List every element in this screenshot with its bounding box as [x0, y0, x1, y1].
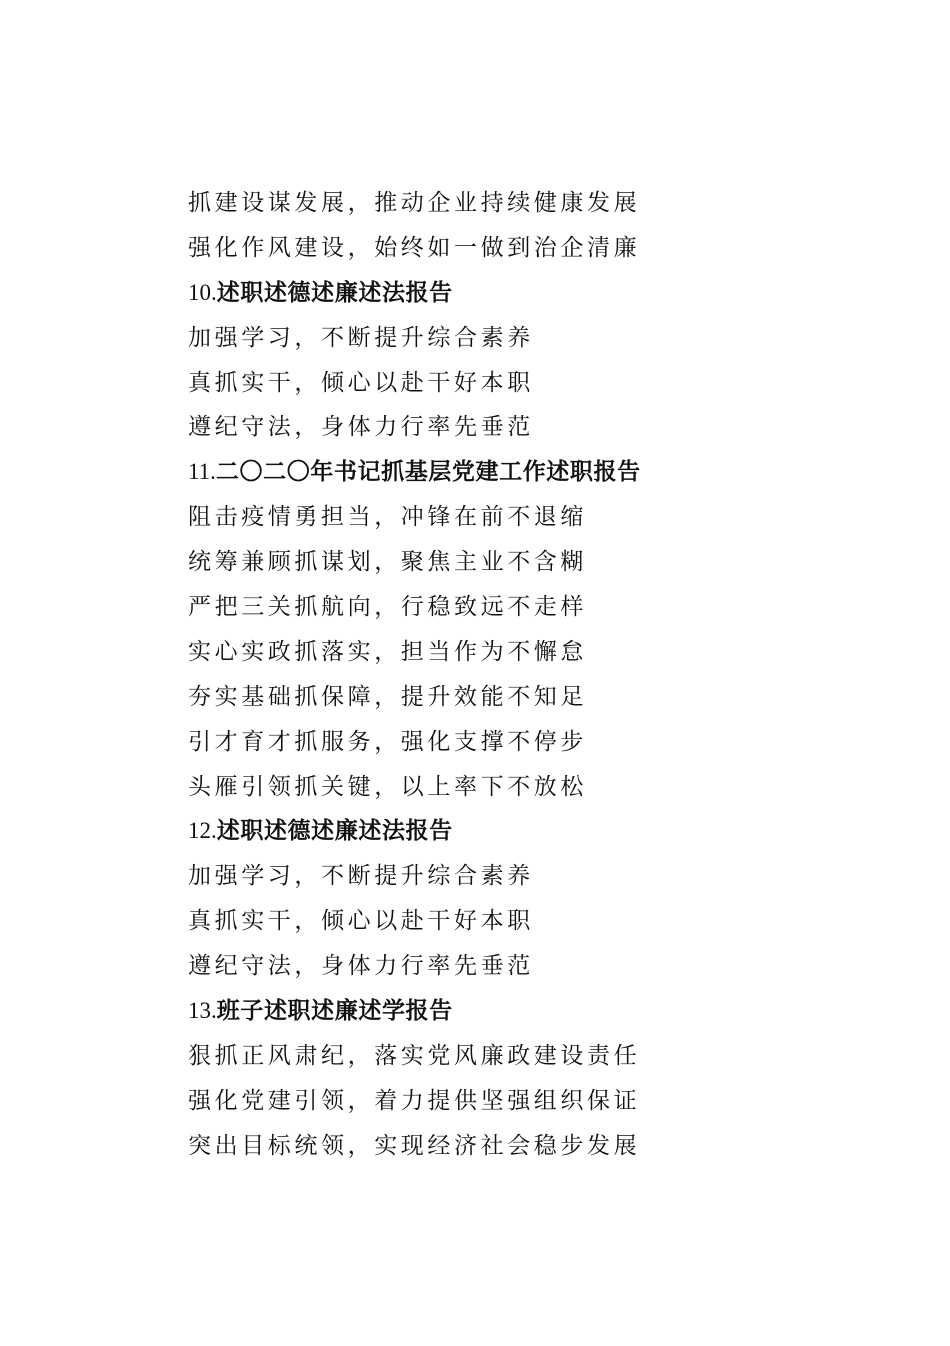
section-title: 班子述职述廉述学报告 — [216, 998, 453, 1025]
section-title: 述职述德述廉述法报告 — [216, 818, 453, 845]
body-line: 遵纪守法，身体力行率先垂范 — [188, 953, 534, 980]
section-number: 13. — [188, 998, 217, 1024]
body-line: 真抓实干，倾心以赴干好本职 — [188, 908, 534, 935]
body-line: 狠抓正风肃纪，落实党风廉政建设责任 — [188, 1042, 641, 1069]
body-line: 夯实基础抓保障，提升效能不知足 — [188, 683, 587, 710]
section-number: 11. — [188, 459, 216, 485]
body-line: 加强学习，不断提升综合素养 — [188, 863, 534, 890]
section-title: 述职述德述廉述法报告 — [216, 279, 453, 306]
body-line: 遵纪守法，身体力行率先垂范 — [188, 414, 534, 441]
body-line: 头雁引领抓关键，以上率下不放松 — [188, 773, 587, 800]
body-line: 引才育才抓服务，强化支撑不停步 — [188, 728, 587, 755]
body-line: 强化党建引领，着力提供坚强组织保证 — [188, 1087, 641, 1114]
document-body — [188, 181, 888, 1169]
body-line: 加强学习，不断提升综合素养 — [188, 324, 534, 351]
body-line: 抓建设谋发展，推动企业持续健康发展 — [188, 190, 641, 216]
section-heading — [188, 450, 888, 495]
body-line: 真抓实干，倾心以赴干好本职 — [188, 369, 534, 396]
section-heading — [188, 271, 888, 316]
body-line: 阻击疫情勇担当，冲锋在前不退缩 — [188, 504, 587, 531]
section-heading — [188, 989, 888, 1034]
body-line: 实心实政抓落实，担当作为不懈怠 — [188, 638, 587, 665]
body-line: 强化作风建设，始终如一做到治企清廉 — [188, 234, 641, 261]
section-number: 10. — [188, 279, 217, 305]
section-title: 二〇二〇年书记抓基层党建工作述职报告 — [215, 459, 641, 486]
section-number: 12. — [188, 818, 217, 844]
body-line: 统筹兼顾抓谋划，聚焦主业不含糊 — [188, 549, 587, 576]
section-heading — [188, 809, 888, 854]
body-line: 突出目标统领，实现经济社会稳步发展 — [188, 1132, 641, 1159]
body-line: 严把三关抓航向，行稳致远不走样 — [188, 594, 587, 621]
